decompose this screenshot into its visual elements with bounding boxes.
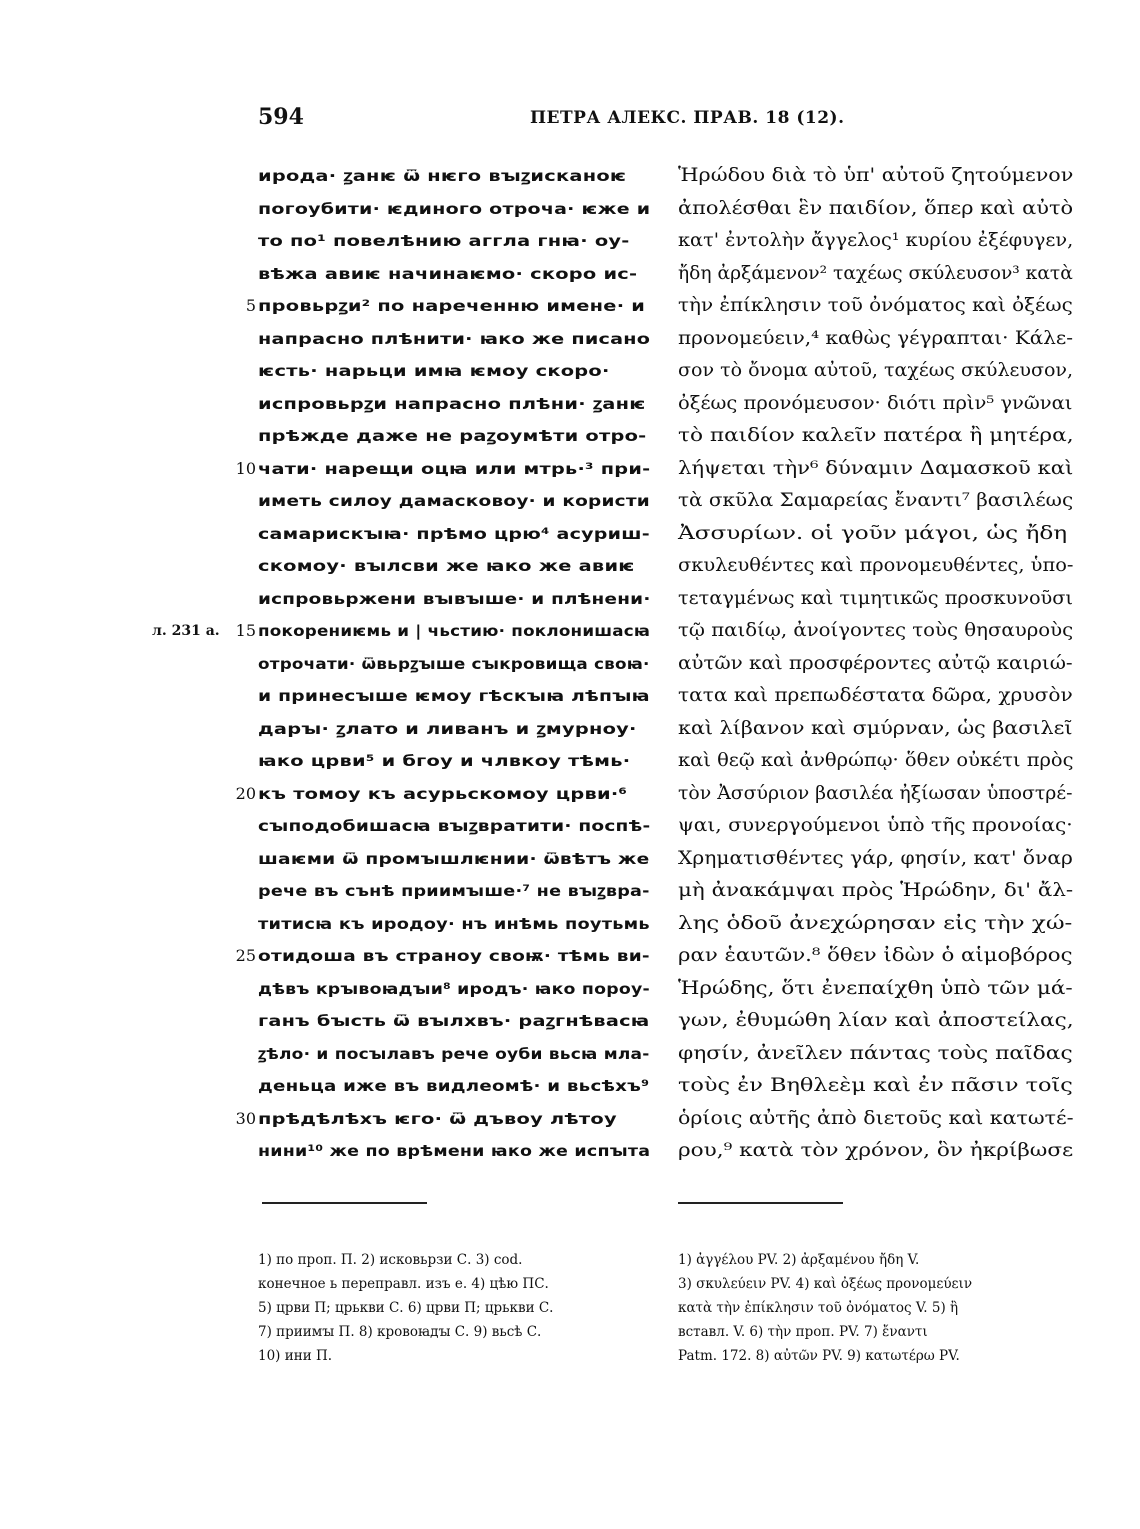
text-line: ꙗко црви⁵ и бгоу и члвкоу тѣмь·	[258, 752, 631, 770]
text-line: иметь силоу дамасковоу· и користи	[258, 492, 650, 510]
text-line: прѣдѣлѣхъ ѥго· ѿ дъвоу лѣтоу	[258, 1109, 617, 1128]
text-line: ὁρίοις αὐτῆς ἀπὸ διετοῦς καὶ κατωτέ-	[678, 1107, 1074, 1129]
text-line: дарꙑ· ꙁлато и ливанъ и ꙁмурноу·	[258, 719, 637, 738]
text-line: скомоу· вꙑлсви же ꙗко же авиѥ	[258, 557, 635, 575]
text-line: ἀπολέσθαι ἓν παιδίον, ὅπερ καὶ αὐτὸ	[678, 197, 1074, 219]
footnotes-left	[258, 1248, 653, 1368]
footnote-line: 10) ини П.	[258, 1348, 333, 1364]
text-line: κατ' ἐντολὴν ἄγγελος¹ κυρίου ἐξέφυγεν,	[678, 230, 1074, 251]
text-line: φησίν, ἀνεῖλεν πάντας τοὺς παῖδας	[678, 1042, 1073, 1064]
text-line: λης ὁδοῦ ἀνεχώρησαν εἰς τὴν χώ-	[678, 912, 1073, 934]
folio-mark: л. 231 а.	[152, 623, 220, 639]
text-line: ραν ἑαυτῶν.⁸ ὅθεν ἰδὼν ὁ αἱμοβόρος	[678, 945, 1073, 966]
footnote-line: 1) по проп. П. 2) исковьрзи С. 3) cod.	[258, 1252, 523, 1268]
text-line: ρου,⁹ κατὰ τὸν χρόνον, ὃν ἠκρίβωσε	[678, 1140, 1074, 1161]
text-line: καὶ θεῷ καὶ ἀνθρώπῳ· ὅθεν οὐκέτι πρὸς	[678, 750, 1074, 771]
footnote-line: 3) σκυλεύειν PV. 4) καὶ ὀξέως προνομεύειν	[678, 1276, 973, 1292]
text-line: γων, ἐθυμώθη λίαν καὶ ἀποστείλας,	[678, 1010, 1074, 1031]
text-line: ганъ бꙑсть ѿ вꙑлхвъ· раꙁгнѣвасꙗ	[258, 1012, 650, 1030]
text-line: μὴ ἀνακάμψαι πρὸς Ἡρώδην, δι' ἄλ-	[678, 880, 1074, 901]
line-number: 20	[235, 783, 256, 803]
text-line: вѣжа авиѥ начинаѥмо· скоро ис-	[258, 264, 638, 283]
text-line: ирода· ꙁанѥ ѿ нѥго вꙑꙁисканоѥ	[258, 167, 627, 185]
text-line: то по¹ повелѣнию аггла гнꙗ· оу-	[258, 232, 630, 250]
text-line: σον τὸ ὄνομα αὐτοῦ, ταχέως σκύλευσον,	[678, 360, 1074, 381]
line-number: 10	[235, 458, 256, 478]
text-line: λήψεται τὴν⁶ δύναμιν Δαμασκοῦ καὶ	[678, 457, 1074, 479]
text-line: дѣвъ крꙑвоꙗдꙑи⁸ иродъ· ꙗко пороу-	[258, 979, 650, 998]
footnotes-right	[678, 1248, 1073, 1368]
text-line: самарискꙑꙗ· прѣмо црю⁴ асуриш-	[258, 524, 650, 543]
text-line: Χρηματισθέντες γάρ, φησίν, κατ' ὄναρ	[678, 847, 1073, 869]
text-line: Ἀσσυρίων. οἱ γοῦν μάγοι, ὡς ἤδη	[678, 522, 1068, 544]
text-line: испровьрꙁи напрасно плѣни· ꙁанѥ	[258, 394, 646, 413]
text-line: прѣжде даже не раꙁоумѣти отро-	[258, 427, 647, 445]
text-line: αὐτῶν καὶ προσφέροντες αὐτῷ καιριώ-	[678, 652, 1073, 674]
footnote-line: 5) црви П; црькви С. 6) црви П; црькви С.	[258, 1300, 554, 1316]
text-line: покорениѥмь и | чьстию· поклонишасꙗ	[258, 622, 651, 640]
text-line: ψαι, συνεργούμενοι ὑπὸ τῆς προνοίας·	[678, 815, 1073, 836]
line-number: 5	[245, 296, 256, 315]
text-line: отидоша въ страноу своѭ· тѣмь ви-	[258, 947, 650, 965]
footnote-line: Patm. 172. 8) αὐτῶν PV. 9) κατωτέρω PV.	[678, 1348, 960, 1364]
greek-column	[678, 160, 1073, 1168]
text-line: ѥсть· нарьци имꙗ ѥмоу скоро·	[258, 362, 610, 380]
footnote-line: 1) ἀγγέλου PV. 2) ἀρξαμένου ἤδη V.	[678, 1252, 920, 1268]
footnote-rule-right	[678, 1202, 843, 1204]
text-line: Ἡρώδης, ὅτι ἐνεπαίχθη ὑπὸ τῶν μά-	[678, 977, 1073, 999]
text-line: погоубити· ѥдиного отроча· ѥже и	[258, 199, 651, 218]
text-line: τῷ παιδίῳ, ἀνοίγοντες τοὺς θησαυροὺς	[678, 620, 1074, 641]
text-line: и принесꙑше ѥмоу гѣскꙑꙗ лѣпꙑꙗ	[258, 687, 650, 705]
footnote-line: вставл. V. 6) τὴν проп. PV. 7) ἔναντι	[678, 1324, 928, 1340]
text-line: рече въ сънѣ приимꙑше·⁷ не вꙑꙁвра-	[258, 882, 650, 900]
footnote-line: 7) приимꙑ П. 8) кровоꙗдꙑ С. 9) вьсѣ С.	[258, 1324, 542, 1340]
text-line: къ томоу къ асурьскомоу црви·⁶	[258, 784, 628, 803]
text-line: испровьржени вꙑвꙑше· и плѣнени·	[258, 589, 651, 608]
text-line: ꙁѣло· и посꙑлавъ рече оуби вьсꙗ мла-	[258, 1044, 650, 1063]
page-header	[0, 104, 1140, 136]
church-slavonic-column	[258, 160, 650, 1168]
running-head: ПЕТРА АЛЕКС. ПРАВ. 18 (12).	[530, 108, 845, 128]
text-line: τοὺς ἐν Βηθλεὲμ καὶ ἐν πᾶσιν τοῖς	[678, 1075, 1073, 1096]
text-line: титисꙗ къ иродоу· нъ инѣмь поутьмь	[258, 914, 650, 933]
line-number: 15	[235, 621, 256, 640]
text-line: καὶ λίβανον καὶ σμύρναν, ὡς βασιλεῖ	[678, 717, 1073, 739]
text-line: ὀξέως προνόμευσον· διότι πρὶν⁵ γνῶναι	[678, 392, 1073, 414]
text-line: τατα καὶ πρεπωδέστατα δῶρα, χρυσὸν	[678, 685, 1073, 706]
text-line: сꙑподобишасꙗ вꙑꙁвратити· поспѣ-	[258, 817, 651, 835]
text-line: προνομεύειν,⁴ καθὼς γέγραπται· Κάλε-	[678, 327, 1073, 349]
footnote-line: конечное ь переправл. изъ е. 4) цѣю ПС.	[258, 1276, 549, 1292]
text-line: напрасно плѣнити· ꙗко же писано	[258, 329, 651, 348]
text-line: чати· нарещи оцꙗ или мтрь·³ при-	[258, 459, 651, 478]
text-line: τὴν ἐπίκλησιν τοῦ ὀνόματος καὶ ὀξέως	[678, 295, 1073, 316]
line-number: 30	[235, 1108, 256, 1128]
footnote-line: κατὰ τὴν ἐπίκλησιν τοῦ ὀνόματος V. 5) ἢ	[678, 1300, 959, 1316]
line-number: 25	[235, 946, 256, 965]
text-line: ἤδη ἀρξάμενον² ταχέως σκύλευσον³ κατὰ	[678, 262, 1073, 284]
text-line: отрочати· ѿвьрꙁꙑше сꙑкровища своꙗ·	[258, 654, 650, 673]
page-number: 594	[258, 104, 304, 130]
text-line: деньца иже въ видлеомѣ· и вьсѣхъ⁹	[258, 1077, 650, 1095]
text-line: σκυλευθέντες καὶ προνομευθέντες, ὑπο-	[678, 555, 1074, 576]
text-line: τεταγμένως καὶ τιμητικῶς προσκυνοῦσι	[678, 587, 1073, 609]
text-line: нини¹⁰ же по врѣмени ꙗко же испꙑта	[258, 1142, 651, 1160]
footnote-rule-left	[262, 1202, 427, 1204]
text-line: шаѥми ѿ промꙑшлѥнии· ѿвѣтъ же	[258, 849, 650, 868]
text-line: τὰ σκῦλα Σαμαρείας ἔναντι⁷ βασιλέως	[678, 490, 1074, 511]
text-line: провьрꙁи² по нареченню имене· и	[258, 297, 646, 315]
text-line: τὸ παιδίον καλεῖν πατέρα ἢ μητέρα,	[678, 425, 1074, 446]
text-line: τὸν Ἀσσύριον βασιλέα ἠξίωσαν ὑποστρέ-	[678, 782, 1073, 804]
text-line: Ἡρώδου διὰ τὸ ὑπ' αὐτοῦ ζητούμενον	[678, 165, 1074, 186]
